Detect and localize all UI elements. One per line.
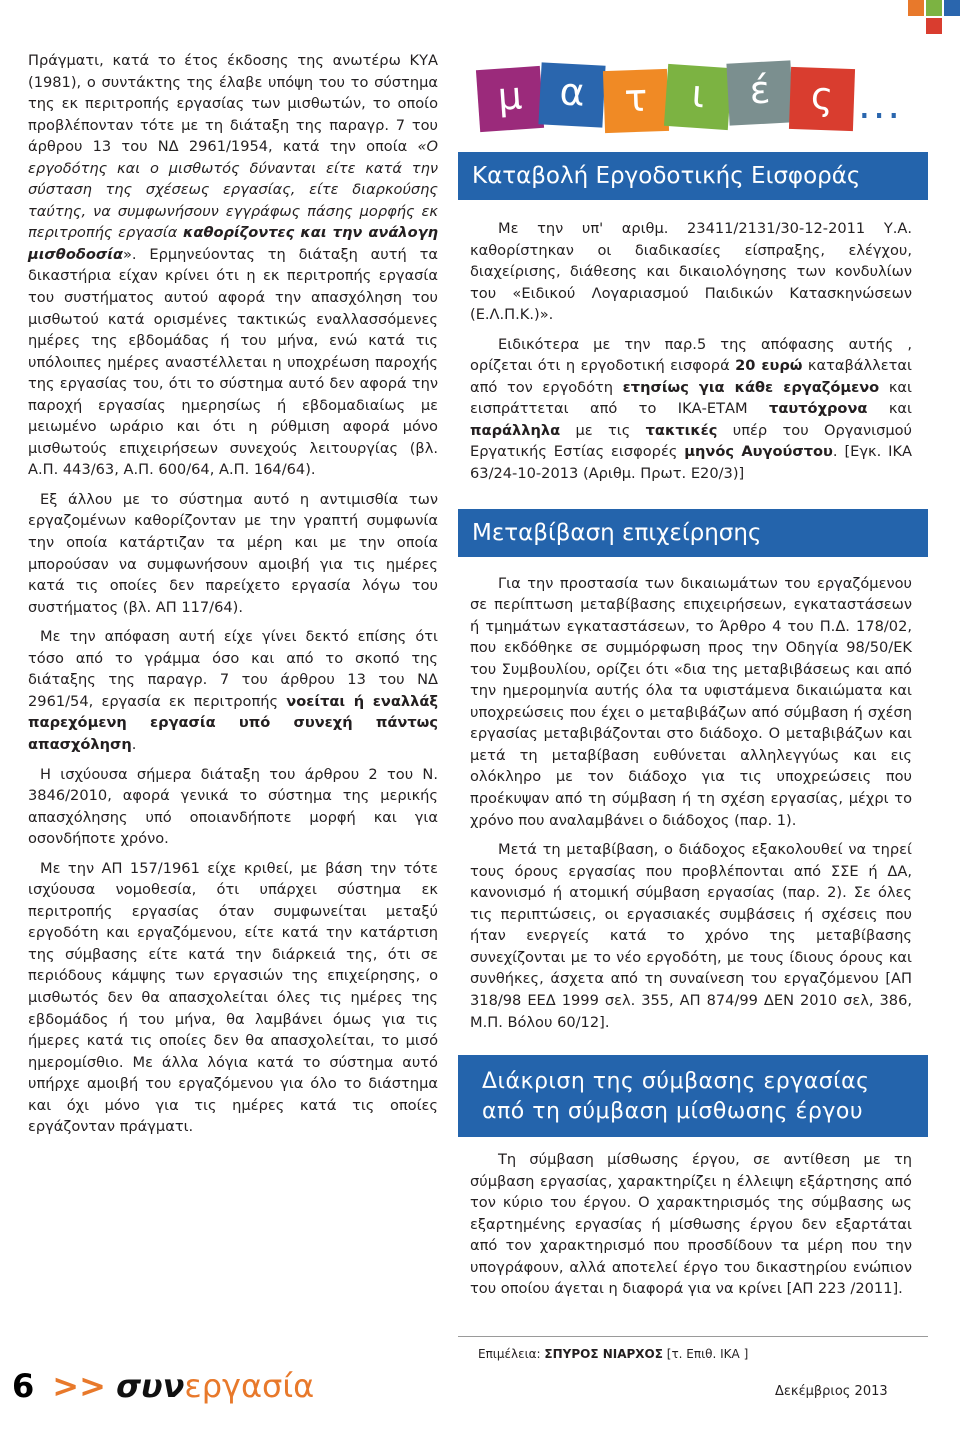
amount: 20 ευρώ bbox=[735, 357, 803, 375]
quote-italic: «Ο εργοδότης και ο μισθωτός δύνανται είτε κατά την σύσταση της σχέσεως εργασίας, είτε διαρκούσης ταύτης, να συμφωνήσουν εγγράφως πάσης μορφής εκ περιτροπής εργασία bbox=[28, 138, 438, 242]
logo-tile: ς bbox=[789, 67, 855, 131]
issue-date: Δεκέμβριος 2013 bbox=[775, 1384, 888, 1399]
page-number: 6 bbox=[12, 1367, 35, 1405]
paragraph: Μετά τη μεταβίβαση, ο διάδοχος εξακολουθεί να τηρεί τους όρους εργασίας που προβλέπονται από ΣΣΕ ή ΔΑ, κανονισμό ή ατομική σύμβαση εργασίας (παρ. 2). Σε όλες τις περιπτώσεις, οι εργασιακές συμβάσεις ή σχέσεις που ήταν ενεργείς κατά το χρόνο της μεταβίβασης συνεχίζονται με το νέο εργοδότη, με τους ίδιους όρους και συνθήκες, άσχετα από τη συναίνεση του εργαζόμενου [ΑΠ 318/98 ΕΕΔ 1999 σελ. 355, ΑΠ 874/99 ΔΕΝ 2010 σελ, 386, Μ.Π. Βόλου 60/12]. bbox=[470, 841, 912, 1031]
logo-dots: ... bbox=[858, 82, 903, 128]
right-column bbox=[458, 40, 928, 1300]
paragraph bbox=[28, 50, 438, 481]
logo-tile: μ bbox=[476, 66, 544, 132]
heading-line: από τη σύμβαση μίσθωσης έργου bbox=[482, 1099, 864, 1125]
heading-line: Διάκριση της σύμβασης εργασίας bbox=[482, 1069, 870, 1095]
paragraph: Για την προστασία των δικαιωμάτων του εργαζόμενου σε περίπτωση μεταβίβασης επιχειρήσεων, εγκαταστάσεων ή τμημάτων εγκαταστάσεων, το Άρθρο 4 του Π.Δ. 178/02, που εκδόθηκε σε συμμόρφωση προς την Οδηγία 98/50/ΕΚ του Συμβουλίου, ορίζει ότι «δια της μεταβιβάσεως και από την ημερομηνία αυτής όλα τα υφιστάμενα δικαιώματα και υποχρεώσεις που έχει ο μεταβιβάζων από σύμβαση ή σχέση εργασίας μεταβιβάζονται στο διάδοχο. Ο μεταβιβάζων και μετά τη μεταβίβαση ευθύνεται αλληλεγγύως και εις ολόκληρο με τον διάδοχο για τις υποχρεώσεις που προέκυψαν από τη σύμβαση ή τη σχέση εργασίας, μέχρι το χρόνο που αναλαμβάνει ο διάδοχος (παρ. 1). bbox=[470, 574, 912, 829]
credit-line: Επιμέλεια: ΣΠΥΡΟΣ ΝΙΑΡΧΟΣ [τ. Επιθ. ΙΚΑ ] bbox=[478, 1347, 749, 1361]
logo-tile: έ bbox=[726, 60, 793, 125]
text: ». Ερμηνεύοντας τη διάταξη αυτή τα δικαστήρια είχαν κρίνει ότι η εκ περιτροπής εργασία του συστήματος αυτού αφορά την απασχόληση του μισθωτού κατά ορισμένες τακτικώς εναλλασσόμενες ημέρες της εβδομάδας ή του μήνα, ενώ κατά τις υπόλοιπες ημέρες αναστέλλεται η υποχρέωση παροχής της εργασίας του, ότι το σύστημα αυτό δεν αφορά την παροχή εργασίας ημερησίως ή εβδομαδιαίως με μειωμένο ωράριο και ότι η ρύθμιση αφορά μόνο μισθωτούς επιχειρήσεων συνεχούς λειτουργίας (βλ. Α.Π. 443/63, Α.Π. 600/64, Α.Π. 164/64). bbox=[28, 245, 438, 479]
footer-divider bbox=[458, 1336, 928, 1337]
section-body bbox=[458, 573, 928, 1033]
paragraph: Εξ άλλου με το σύστημα αυτό η αντιμισθία των εργαζομένων καθορίζονταν με την γραπτή συμφωνία την οποία κατάρτιζαν τα μέρη και με την οποία μπορούσαν να συμφωνήσουν αμοιβή για τις ημέρες κατά τις οποίες δεν παρείχετο εργασία λόγω του συστήματος (βλ. ΑΠ 117/64). bbox=[28, 490, 438, 616]
paragraph: Με την υπ' αριθμ. 23411/2131/30-12-2011 Υ.Α. καθορίστηκαν οι διαδικασίες είσπραξης, ελέγχου, διαχείρισης, διάθεσης και δικαιολόγησης των κονδυλίων του «Ειδικού Λογαριασμού Παιδικών Κατασκηνώσεων (Ε.Λ.Π.Κ.)». bbox=[470, 220, 912, 324]
text: Πράγματι, κατά το έτος έκδοσης της ανωτέρω ΚΥΑ (1981), ο συντάκτης της έλαβε υπόψη του το σύστημα της εκ περιτροπής εργασίας των μισθωτών, το οποίο προβλέπονταν τότε με τη διάταξη της παραγρ. 7 του άρθρου 13 του ΝΔ 2961/1954, κατά την οποία bbox=[28, 52, 438, 156]
logo-tile: α bbox=[538, 62, 605, 127]
section-body bbox=[458, 1149, 928, 1300]
paragraph: Με την ΑΠ 157/1961 είχε κριθεί, με βάση την τότε ισχύουσα νομοθεσία, ότι υπάρχει σύστημα εκ περιτροπής εργασίας όταν συμφωνείται μεταξύ εργοδότη και εργαζόμενου, είτε κατά την κατάρτιση της σύμβασης είτε κατά την διάρκειά της, ότι σε περιόδους κάμψης των εργασιών της επιχείρησης, ο μισθωτός δεν θα απασχολείται όλες τις ημέρες της εβδομάδος ή του μήνα, θα λαμβάνει όμως για τις ήμερες κατά τις οποίες δεν θα απασχολείται, το μισό ημερομίσθιο. Με άλλα λόγια κατά το σύστημα αυτό υπήρχε αμοιβή του εργαζόμενου για όλο το διάστημα και όχι μόνο για τις ημέρες κατά τις οποίες εργάζονταν πράγματι. bbox=[28, 859, 438, 1136]
logo-tile: τ bbox=[603, 69, 669, 133]
brand-rest: εργασία bbox=[184, 1367, 315, 1405]
corner-decoration bbox=[908, 0, 960, 34]
paragraph bbox=[28, 626, 438, 755]
author-name: ΣΠΥΡΟΣ ΝΙΑΡΧΟΣ bbox=[544, 1347, 663, 1361]
paragraph: Ειδικότερα με την παρ.5 της απόφασης αυτής , ορίζεται ότι η εργοδοτική εισφορά 20 ευρώ καταβάλλεται από τον εργοδότη ετησίως για κάθε εργαζόμενο και εισπράττεται από το ΙΚΑ-ΕΤΑΜ ταυτόχρονα και παράλληλα με τις τακτικές υπέρ του Οργανισμού Εργατικής Εστίας εισφορές μηνός Αυγούστου. [Εγκ. ΙΚΑ 63/24-10-2013 (Αριθμ. Πρωτ. Ε20/3)] bbox=[470, 335, 912, 483]
section-body bbox=[458, 218, 928, 485]
text: Με την απόφαση αυτή είχε γίνει δεκτό επίσης ότι τόσο από το γράμμα όσο και από το σκοπό της διάταξης της παραγρ. 7 του άρθρου 13 του ΝΔ 2961/54, εργασία εκ περιτροπής bbox=[28, 628, 438, 710]
bold-text: νοείται ή εναλλάξ παρεχόμενη εργασία υπό συνεχή πάντως απασχόληση bbox=[28, 692, 439, 753]
arrows-icon: >> bbox=[52, 1367, 106, 1405]
paragraph: Τη σύμβαση μίσθωσης έργου, σε αντίθεση με τη σύμβαση εργασίας, χαρακτηρίζει η έλλειψη εξάρτησης από τον κύριο του έργου. Ο χαρακτηρισμός της σύμβασης ως εξαρτημένης εργασίας ή μίσθωσης έργου δεν εξαρτάται από τον χαρακτηρισμό που προσδίδουν τα μέρη που την υπογράφουν, αλλά αποτελεί έργο του δικαστηρίου ενώπιον του οποίου άγεται η διαφορά για να κρίνει [ΑΠ 223 /2011]. bbox=[470, 1151, 912, 1298]
page-footer bbox=[12, 1368, 314, 1404]
logo-tile: ι bbox=[664, 64, 732, 130]
section-heading: Καταβολή Εργοδοτικής Εισφοράς bbox=[458, 152, 928, 200]
paragraph: Η ισχύουσα σήμερα διάταξη του άρθρου 2 του Ν. 3846/2010, αφορά γενικά το σύστημα της μερικής απασχόλησης υπό οποιανδήποτε μορφή και για οσονδήποτε χρόνο. bbox=[28, 765, 438, 848]
quote-bold-italic: καθορίζοντες και την ανάλογη μισθοδοσία bbox=[28, 224, 438, 263]
mati-logo bbox=[458, 40, 928, 150]
left-column bbox=[28, 50, 438, 1146]
section-heading: Μεταβίβαση επιχείρησης bbox=[458, 509, 928, 557]
section-heading bbox=[458, 1055, 928, 1137]
text: . bbox=[131, 735, 137, 753]
brand-bold: συν bbox=[116, 1367, 185, 1405]
